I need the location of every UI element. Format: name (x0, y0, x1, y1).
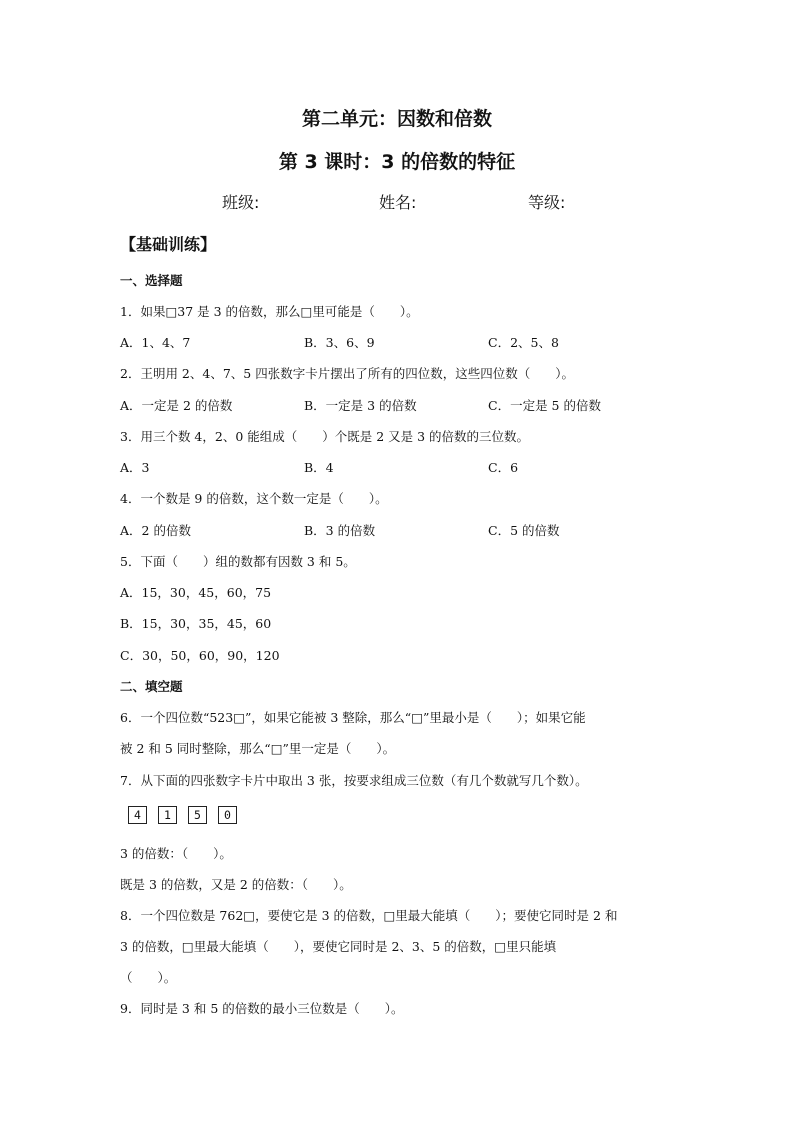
question-5-stem: 5．下面（ ）组的数都有因数 3 和 5。 (120, 554, 356, 569)
question-7-part-a: 3 的倍数：（ ）。 (120, 846, 232, 861)
option-a: A．1、4、7 (120, 335, 191, 350)
question-3-stem: 3．用三个数 4，2、0 能组成（ ）个既是 2 又是 3 的倍数的三位数。 (120, 429, 530, 444)
option-a: A．一定是 2 的倍数 (120, 398, 233, 413)
option-a: A．3 (120, 460, 150, 475)
question-3-options (120, 458, 720, 478)
student-info-row (0, 190, 794, 214)
question-5-option-b: B．15，30，35，45，60 (120, 616, 272, 631)
unit-title: 第二单元：因数和倍数 (301, 108, 492, 130)
question-8-line-1: 8．一个四位数是 762□，要使它是 3 的倍数，□里最大能填（ ）；要使它同时是 2 和 (120, 908, 618, 923)
section-title: 【基础训练】 (120, 235, 217, 254)
question-6-line-1: 6．一个四位数“523□”，如果它能被 3 整除，那么“□”里最小是（ ）；如果它能 (120, 710, 586, 725)
question-7-part-b: 既是 3 的倍数，又是 2 的倍数：（ ）。 (120, 877, 352, 892)
name-label: 姓名: (379, 193, 417, 212)
class-label: 班级: (222, 193, 260, 212)
question-4-options (120, 521, 720, 541)
number-card: 1 (158, 806, 177, 824)
question-7-stem: 7．从下面的四张数字卡片中取出 3 张，按要求组成三位数（有几个数就写几个数）。 (120, 773, 588, 788)
question-9-stem: 9．同时是 3 和 5 的倍数的最小三位数是（ ）。 (120, 1001, 404, 1016)
option-b: B．4 (304, 460, 334, 475)
option-c: C．一定是 5 的倍数 (488, 398, 601, 413)
lesson-title: 第 3 课时：3 的倍数的特征 (278, 151, 516, 173)
option-c: C．2、5、8 (488, 335, 559, 350)
part2-title: 二、填空题 (120, 679, 183, 694)
question-8-line-2: 3 的倍数，□里最大能填（ ），要使它同时是 2、3、5 的倍数，□里只能填 (120, 939, 557, 954)
question-5-option-c: C．30，50，60，90，120 (120, 648, 280, 663)
question-5-option-a: A．15，30，45，60，75 (120, 585, 272, 600)
question-8-line-3: （ ）。 (120, 970, 177, 985)
question-4-stem: 4．一个数是 9 的倍数，这个数一定是（ ）。 (120, 491, 388, 506)
grade-label: 等级: (528, 193, 566, 212)
number-card: 4 (128, 806, 147, 824)
part1-title: 一、选择题 (120, 273, 183, 288)
question-2-options (120, 396, 720, 416)
number-card: 5 (188, 806, 207, 824)
option-c: C．6 (488, 460, 519, 475)
option-a: A．2 的倍数 (120, 523, 191, 538)
option-b: B．3、6、9 (304, 335, 375, 350)
question-6-line-2: 被 2 和 5 同时整除，那么“□”里一定是（ ）。 (120, 741, 396, 756)
question-1-stem: 1．如果□37 是 3 的倍数，那么□里可能是（ ）。 (120, 304, 419, 319)
option-c: C．5 的倍数 (488, 523, 560, 538)
question-2-stem: 2．王明用 2、4、7、5 四张数字卡片摆出了所有的四位数，这些四位数（ ）。 (120, 366, 574, 381)
number-card: 0 (218, 806, 237, 824)
option-b: B．一定是 3 的倍数 (304, 398, 417, 413)
option-b: B．3 的倍数 (304, 523, 376, 538)
question-1-options (120, 333, 720, 353)
